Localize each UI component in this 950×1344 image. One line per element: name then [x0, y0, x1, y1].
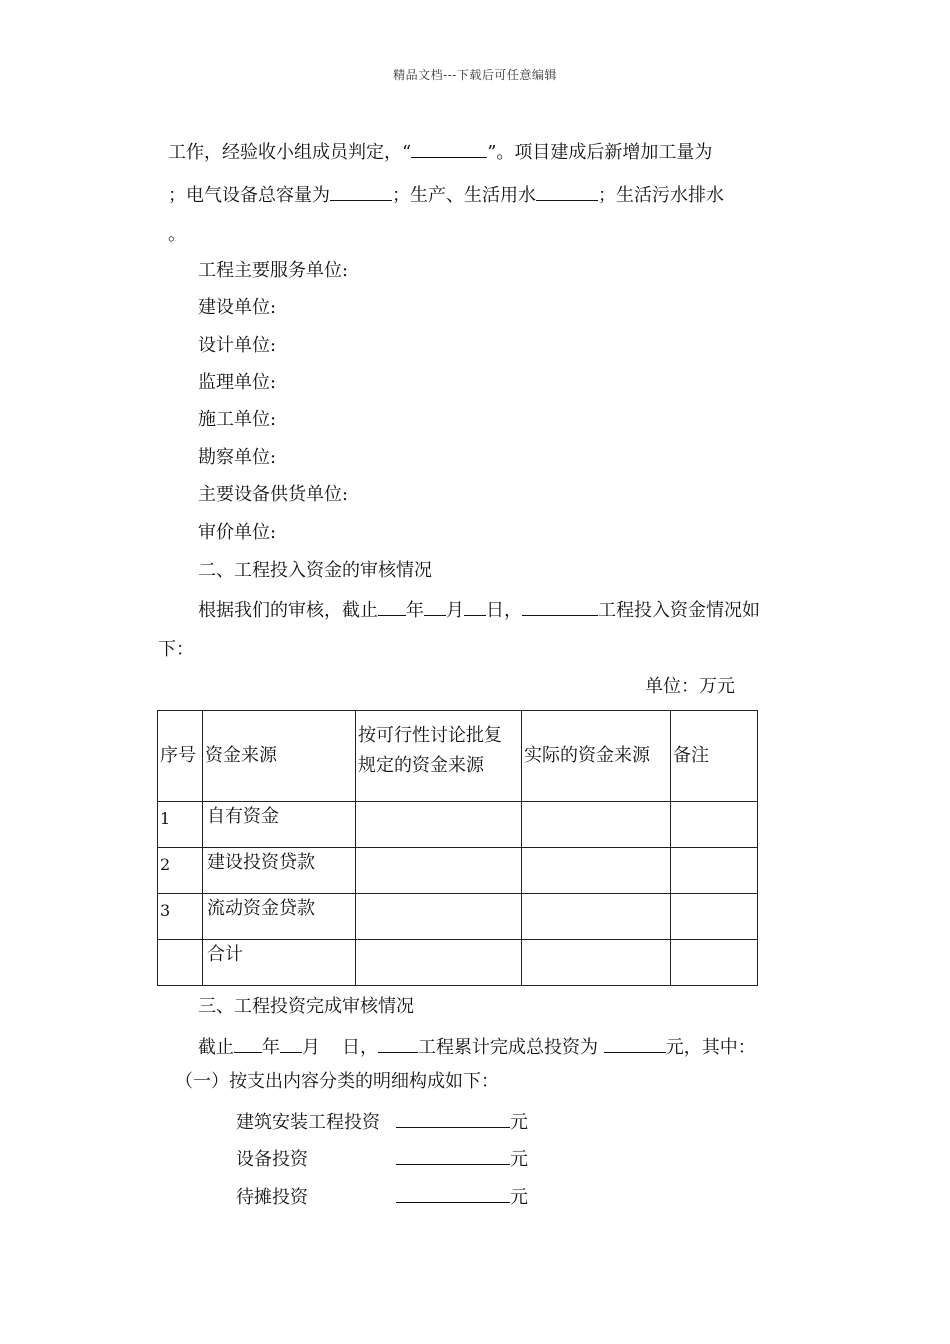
section2-deadline-label: 根据我们的审核，截止: [198, 600, 378, 621]
cell-actual[interactable]: [522, 894, 671, 940]
investment-item: [236, 1184, 528, 1209]
table-row-total: [158, 940, 758, 986]
investment-item: [236, 1109, 528, 1134]
unit-design: 设计单位:: [198, 335, 277, 356]
investment-label: 待摊投资: [236, 1187, 308, 1208]
unit-price-review: 审价单位:: [198, 522, 277, 543]
section3-deadline-label: 截止: [198, 1037, 234, 1058]
unit-survey: 勘察单位:: [198, 447, 277, 468]
blank-total-investment[interactable]: [604, 1034, 666, 1053]
table-row: [158, 894, 758, 940]
cell-actual[interactable]: [522, 940, 671, 986]
cell-actual[interactable]: [522, 848, 671, 894]
blank-month[interactable]: [280, 1034, 302, 1053]
units-title: 工程主要服务单位:: [198, 260, 349, 281]
para1-line2-c: ；生活污水排水: [598, 185, 724, 206]
day-label: 日，: [342, 1037, 378, 1058]
unit-construction: 建设单位:: [198, 297, 277, 318]
blank-year[interactable]: [378, 597, 406, 616]
para1-line1: [168, 139, 712, 164]
table-header-row: [158, 711, 758, 802]
year-label: 年: [262, 1037, 280, 1058]
blank-month[interactable]: [424, 597, 446, 616]
table-row: [158, 802, 758, 848]
year-label: 年: [406, 600, 424, 621]
month-label: 月: [446, 600, 464, 621]
para1-line2: [168, 182, 724, 207]
blank-amount[interactable]: [396, 1146, 510, 1165]
unit-contractor: 施工单位:: [198, 409, 277, 430]
para1-line1-end: ”。项目建成后新增加工量为: [487, 142, 713, 163]
section2-line-cont: 下：: [158, 639, 194, 660]
section2-line: [198, 597, 760, 622]
cell-approved[interactable]: [356, 894, 522, 940]
blank-project[interactable]: [522, 597, 598, 616]
cell-actual[interactable]: [522, 802, 671, 848]
section3-title: 三、工程投资完成审核情况: [198, 996, 414, 1017]
blank-amount[interactable]: [396, 1109, 510, 1128]
section3-line: [198, 1034, 756, 1059]
row-source: 流动资金贷款: [203, 894, 356, 940]
row-no: 2: [158, 848, 203, 894]
row-source: 自有资金: [203, 802, 356, 848]
col-header-actual: 实际的资金来源: [522, 711, 671, 802]
unit-supervision: 监理单位:: [198, 372, 277, 393]
unit-equipment-supplier: 主要设备供货单位:: [198, 484, 349, 505]
section3-line-mid: 工程累计完成总投资为: [418, 1037, 598, 1058]
fund-table: [157, 710, 758, 986]
investment-label: 设备投资: [236, 1149, 308, 1170]
row-no: 3: [158, 894, 203, 940]
yuan-label: 元: [510, 1187, 528, 1208]
blank-judgement[interactable]: [411, 139, 487, 158]
blank-capacity[interactable]: [330, 182, 392, 201]
blank-day[interactable]: [320, 1035, 342, 1053]
yuan-label: 元: [510, 1149, 528, 1170]
col-header-no: 序号: [158, 711, 203, 802]
section3-subtitle: （一）按支出内容分类的明细构成如下：: [175, 1071, 499, 1092]
cell-remark[interactable]: [671, 940, 758, 986]
investment-item: [236, 1146, 528, 1171]
row-source: 合计: [203, 940, 356, 986]
col-header-remark: 备注: [671, 711, 758, 802]
cell-remark[interactable]: [671, 848, 758, 894]
unit-label: 单位：万元: [645, 676, 735, 697]
page-header: 精品文档---下载后可任意编辑: [393, 68, 557, 82]
day-label: 日，: [486, 600, 522, 621]
section2-title: 二、工程投入资金的审核情况: [198, 560, 432, 581]
row-source: 建设投资贷款: [203, 848, 356, 894]
cell-approved[interactable]: [356, 848, 522, 894]
section3-line-end: 元，其中：: [665, 1037, 756, 1058]
blank-year[interactable]: [234, 1034, 262, 1053]
blank-day[interactable]: [464, 597, 486, 616]
row-no: [158, 940, 203, 986]
cell-remark[interactable]: [671, 894, 758, 940]
section2-line-end: 工程投入资金情况如: [598, 600, 760, 621]
col-header-source: 资金来源: [203, 711, 356, 802]
col-header-approved: 按可行性讨论批复规定的资金来源: [356, 711, 522, 802]
blank-project[interactable]: [378, 1034, 418, 1053]
para1-line1-start: 工作，经验收小组成员判定，“: [168, 142, 412, 163]
month-label: 月: [302, 1037, 320, 1058]
cell-remark[interactable]: [671, 802, 758, 848]
table-row: [158, 848, 758, 894]
blank-water[interactable]: [536, 182, 598, 201]
investment-label: 建筑安装工程投资: [236, 1112, 380, 1133]
blank-amount[interactable]: [396, 1184, 510, 1203]
cell-approved[interactable]: [356, 940, 522, 986]
para1-line2-b: ；生产、生活用水: [392, 185, 536, 206]
cell-approved[interactable]: [356, 802, 522, 848]
para1-line2-a: ；电气设备总容量为: [168, 185, 330, 206]
para1-line3: 。: [168, 224, 186, 245]
row-no: 1: [158, 802, 203, 848]
yuan-label: 元: [510, 1112, 528, 1133]
